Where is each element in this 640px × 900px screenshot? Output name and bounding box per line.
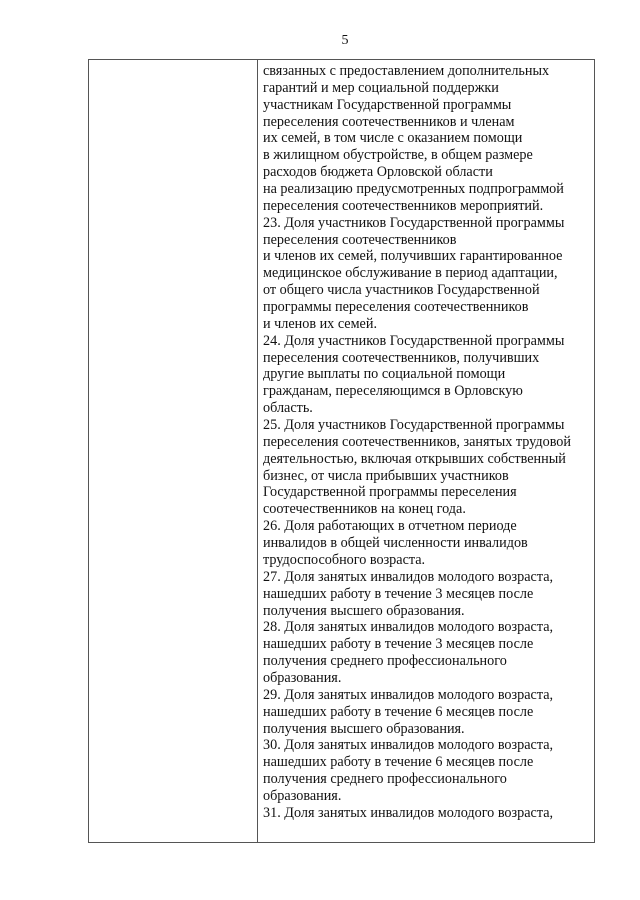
text-line: получения высшего образования. [263,720,465,737]
text-line: переселения соотечественников, получивших [263,349,540,366]
text-line: получения среднего профессионального [263,653,507,670]
text-line: образования. [263,787,342,804]
text-line: гражданам, переселяющимся в Орловскую [263,383,523,400]
indicators-table [88,59,595,843]
text-line: соотечественников на конец года. [263,501,466,518]
text-line: нашедших работу в течение 6 месяцев после [263,703,534,720]
indicator-text-cell [263,63,598,822]
text-line: их семей, в том числе с оказанием помощи [263,130,523,147]
text-line: участникам Государственной программы [263,96,512,113]
text-line: образования. [263,669,342,686]
text-line: 29. Доля занятых инвалидов молодого возраста, [263,686,554,703]
text-line: медицинское обслуживание в период адаптации, [263,265,558,282]
text-line: связанных с предоставлением дополнительных [263,63,550,79]
text-line: 23. Доля участников Государственной программы [263,214,565,231]
text-line: переселения соотечественников и членам [263,113,515,130]
text-line: 27. Доля занятых инвалидов молодого возраста, [263,568,554,585]
text-line: другие выплаты по социальной помощи [263,366,506,383]
text-line: 28. Доля занятых инвалидов молодого возраста, [263,619,554,636]
column-divider [257,60,258,842]
text-line: программы переселения соотечественников [263,299,529,316]
text-line: переселения соотечественников, занятых трудовой [263,433,571,450]
page-number: 5 [341,33,349,48]
text-line: нашедших работу в течение 3 месяцев после [263,585,534,602]
text-line: бизнес, от числа прибывших участников [263,467,509,484]
text-line: и членов их семей, получивших гарантированное [263,248,563,265]
text-line: трудоспособного возраста. [263,551,426,568]
text-line: 31. Доля занятых инвалидов молодого возраста, [263,804,554,821]
text-line: нашедших работу в течение 6 месяцев после [263,754,534,771]
text-line: область. [263,400,313,417]
text-line: получения среднего профессионального [263,771,507,788]
text-line: 30. Доля занятых инвалидов молодого возраста, [263,737,554,754]
text-line: 26. Доля работающих в отчетном периоде [263,518,517,535]
text-line: переселения соотечественников [263,231,457,248]
text-line: 25. Доля участников Государственной программы [263,417,565,434]
text-line: получения высшего образования. [263,602,465,619]
text-line: расходов бюджета Орловской области [263,164,493,181]
text-line: инвалидов в общей численности инвалидов [263,535,528,552]
text-line: нашедших работу в течение 3 месяцев после [263,636,534,653]
text-line: 24. Доля участников Государственной программы [263,332,565,349]
text-line: на реализацию предусмотренных подпрограммой [263,181,564,198]
text-line: и членов их семей. [263,315,377,332]
text-line: деятельностью, включая открывших собственный [263,450,566,467]
text-line: переселения соотечественников мероприятий. [263,197,544,214]
text-line: Государственной программы переселения [263,484,517,501]
text-line: в жилищном обустройстве, в общем размере [263,147,533,164]
text-line: гарантий и мер социальной поддержки [263,79,499,96]
text-line: от общего числа участников Государственной [263,282,540,299]
